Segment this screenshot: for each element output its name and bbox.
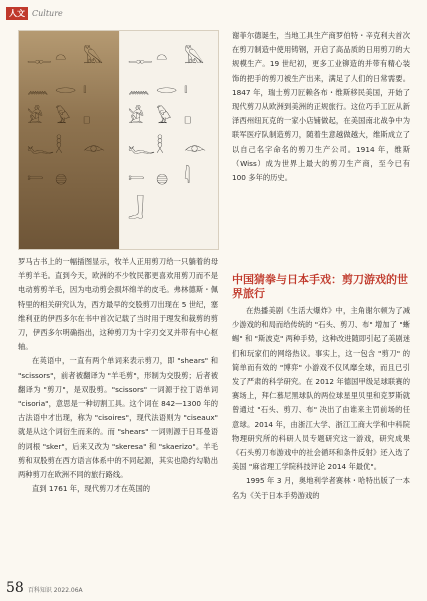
- hieroglyph-glyph: 𓏤: [184, 77, 188, 98]
- hieroglyph-glyph: 𓐍: [156, 167, 169, 188]
- header: [6, 6, 63, 20]
- hieroglyph-glyph: 𓀀: [128, 107, 145, 128]
- section-name: Culture: [32, 8, 63, 18]
- hieroglyph-glyph: 𓂋: [55, 77, 77, 98]
- section-tag: 人文: [6, 7, 28, 20]
- publication-info: 百科知识 2022.06A: [27, 587, 83, 594]
- hieroglyph-glyph: 𓅓: [184, 47, 205, 68]
- paragraph: 罗马古书上的一幅插图显示，牧羊人正用剪刀给一只躺着的母羊剪羊毛。直到今天，欧洲的不少牧民都更喜欢用剪刀而不是电动剪剪羊毛，因为电动剪会损坏绵羊的皮毛。弗林德斯・佩特里的相关研究认为，西方最早的交股剪刀出现在 5 世纪，塞维利亚的伊西多尔在书中首次记载了当时用于理发和裁剪的剪刀，伊西多尔明确指出，这种剪刀为十字刃交叉并带有中心枢轴。: [18, 257, 218, 352]
- hieroglyph-figure: [18, 30, 219, 250]
- hieroglyph-glyph: 𓇋: [184, 167, 191, 188]
- right-column-bottom: [232, 304, 410, 503]
- hieroglyph-glyph: 𓅱: [55, 107, 71, 128]
- hieroglyph-glyph: 𓊪: [184, 107, 192, 128]
- hieroglyph-glyph: 𓀀: [27, 107, 44, 128]
- hieroglyph-drawing: [120, 31, 218, 249]
- hieroglyph-glyph: 𓃀: [128, 197, 145, 218]
- paragraph: 直到 1761 年，现代剪刀才在英国的: [32, 484, 151, 494]
- hieroglyph-glyph: 𓈖: [27, 77, 49, 98]
- right-column-top: [232, 29, 410, 185]
- paragraph: 在热播美剧《生活大爆炸》中，主角谢尔顿为了减少游戏的和局而给传统的 "石头、剪刀、布" 增加了 "蜥蜴" 和 "斯波克" 两种手势，这种改进随即引起了美剧迷们和玩家们的网络热议。事实上，这一包含 "剪刀" 的简单而有效的 "博弈" 小游戏不仅风靡全球，而且已引发了严肃的科学研究。在 2012 年德国甲级足球联赛的赛场上，拜仁慕尼黑球队的两位球星里贝里和克罗斯就曾通过 "石头、剪刀、布" 决出了由谁来主罚前场的任意球。2014 年，由浙江大学、浙江工商大学和中科院物理研究所的科研人员专题研究这一游戏，研究成果《石头剪刀布游戏中的社会循环和条件反射》还入选了美国 "麻省理工学院科技评论 2014 年最优"。: [232, 306, 410, 472]
- paragraph: 谢菲尔德诞生，当地工具生产商罗伯特・辛克利夫首次在剪刀制造中使用铸钢，开启了高品质的日用剪刀的大规模生产。19 世纪初，更多工业铆造的并带有精心装饰的把手的剪刀被生产出来，满足了人们的日常需要。1847 年，瑞士剪刀匠赖各布・维斯移民美国，开始了现代剪刀从欧洲到美洲的正规旅行。这位巧手工匠从新泽西州纽瓦克的一家小店铺做起，在美国南北战争中为联军医疗队制造剪刀，随着生意越做越大，维斯成立了以自己名字命名的剪刀生产公司。1914 年，维斯（Wiss）成为世界上最大的剪刀生产商，至今已有 100 多年的历史。: [232, 31, 410, 183]
- hieroglyph-glyph: 𓊃: [128, 47, 153, 68]
- hieroglyph-glyph: 𓂋: [156, 77, 178, 98]
- paragraph: 在英语中，一直有两个单词来表示剪刀，即 "shears" 和 "scissors"，前者被翻译为 "羊毛剪"，形制为交股剪；后者被翻译为 "剪刀"，是双股剪。"scissors" 一词源于拉丁语单词 "cisoria"，意思是一种切割工具。这个词在 842—1300 年的古法语中才出现，称为 "cisoires"，现代法语则为 "ciseaux" 就是从这个词衍生而来的。而 "shears" 一词则源于日耳曼语的词根 "sker"，后来又改为 "skeresa" 和 "skaerizo"。羊毛剪和双股剪在西方语言体系中的不同起源，其实也隐约勾勒出两种剪刀在欧洲不同的旅行路线。: [18, 356, 218, 480]
- hieroglyph-glyph: 𓏏: [55, 47, 67, 68]
- hieroglyph-glyph: 𓊃: [27, 47, 52, 68]
- relief-photo: [19, 31, 119, 249]
- section-title: 中国猜拳与日本手戏：剪刀游戏的世界旅行: [232, 273, 408, 300]
- paragraph: 1995 年 3 月，奥地利学者赛林・哈特出版了一本名为《关于日本手势游戏的: [232, 476, 410, 500]
- left-column: [18, 255, 218, 496]
- hieroglyph-glyph: 𓎛: [156, 137, 164, 158]
- hieroglyph-glyph: 𓏤: [83, 77, 87, 98]
- hieroglyph-glyph: 𓍿: [128, 167, 145, 188]
- hieroglyph-glyph: 𓆑: [27, 137, 55, 158]
- hieroglyph-glyph: 𓐍: [55, 167, 68, 188]
- hieroglyph-glyph: 𓊪: [83, 107, 91, 128]
- hieroglyph-glyph: 𓅓: [83, 47, 104, 68]
- hieroglyph-glyph: 𓈖: [128, 77, 150, 98]
- hieroglyph-glyph: 𓅱: [156, 107, 172, 128]
- hieroglyph-glyph: 𓏏: [156, 47, 168, 68]
- hieroglyph-glyph: 𓍿: [27, 167, 44, 188]
- footer: [6, 581, 83, 595]
- hieroglyph-glyph: 𓎛: [55, 137, 63, 158]
- hieroglyph-glyph: 𓁹: [83, 137, 106, 158]
- hieroglyph-glyph: 𓁹: [184, 137, 207, 158]
- page-number: 58: [6, 580, 24, 596]
- hieroglyph-glyph: 𓆑: [128, 137, 156, 158]
